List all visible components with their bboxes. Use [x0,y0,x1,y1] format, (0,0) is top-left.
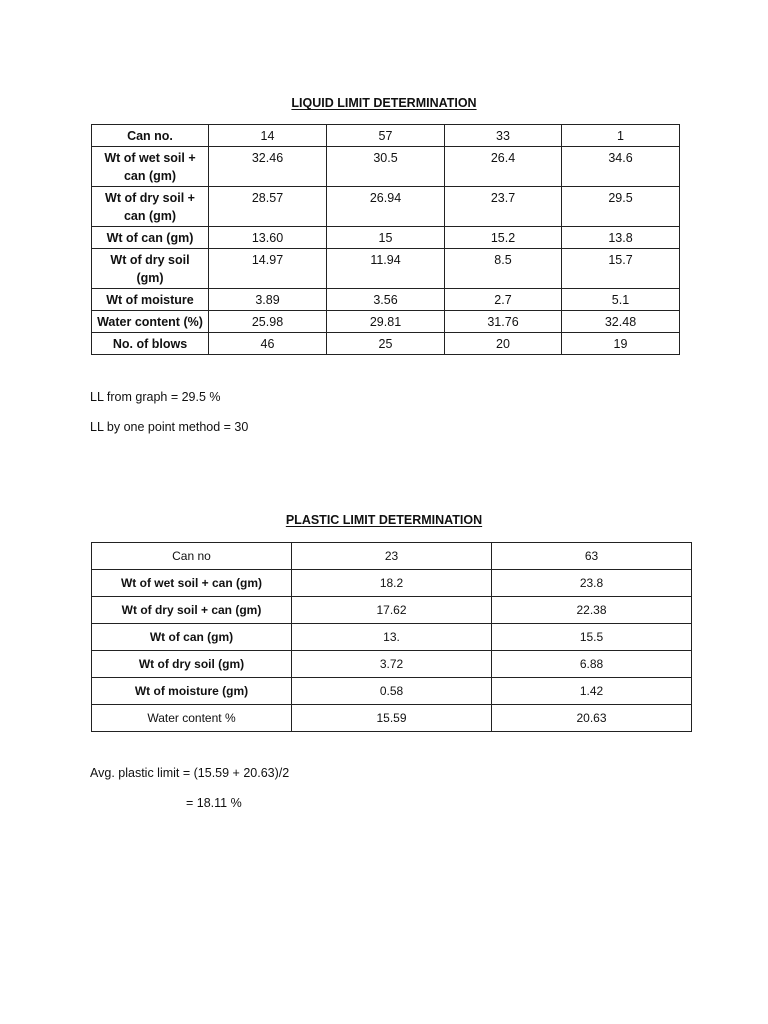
table-row [92,678,692,705]
table-cell: 63 [492,543,692,570]
table-row [92,624,692,651]
ll-one-point-method: LL by one point method = 30 [90,420,249,434]
row-label: Wt of dry soil (gm) [92,651,292,678]
plastic-limit-table [91,542,692,732]
table-cell: 6.88 [492,651,692,678]
table-cell: 11.94 [327,249,445,289]
avg-plastic-limit: Avg. plastic limit = (15.59 + 20.63)/2 [90,766,290,780]
table-row [92,187,680,227]
row-label: Can no [92,543,292,570]
table-row [92,125,680,147]
table-cell: 23.7 [445,187,562,227]
table-row [92,311,680,333]
row-label: Wt of dry soil + can (gm) [92,597,292,624]
table-cell: 23.8 [492,570,692,597]
table-cell: 57 [327,125,445,147]
row-label: Water content % [92,705,292,732]
table-row [92,570,692,597]
table-row [92,543,692,570]
table-cell: 20 [445,333,562,355]
table-cell: 31.76 [445,311,562,333]
table-cell: 28.57 [209,187,327,227]
table-cell: 20.63 [492,705,692,732]
table-cell: 25.98 [209,311,327,333]
row-label: Water content (%) [92,311,209,333]
table-cell: 17.62 [292,597,492,624]
table-cell: 13.60 [209,227,327,249]
table-cell: 25 [327,333,445,355]
table-cell: 3.72 [292,651,492,678]
table-cell: 0.58 [292,678,492,705]
table-row [92,289,680,311]
table-cell: 34.6 [562,147,680,187]
table-cell: 30.5 [327,147,445,187]
table-cell: 3.89 [209,289,327,311]
table-cell: 23 [292,543,492,570]
table-cell: 18.2 [292,570,492,597]
plastic-limit-result: = 18.11 % [186,796,242,810]
ll-from-graph: LL from graph = 29.5 % [90,390,221,404]
row-label: Wt of wet soil + can (gm) [92,147,209,187]
plastic-limit-title: PLASTIC LIMIT DETERMINATION [285,513,483,527]
row-label: Wt of dry soil (gm) [92,249,209,289]
table-cell: 2.7 [445,289,562,311]
table-cell: 13.8 [562,227,680,249]
table-cell: 26.94 [327,187,445,227]
liquid-limit-table [91,124,680,355]
table-cell: 15.7 [562,249,680,289]
row-label: Wt of can (gm) [92,227,209,249]
table-cell: 1.42 [492,678,692,705]
table-cell: 33 [445,125,562,147]
table-cell: 1 [562,125,680,147]
row-label: Wt of can (gm) [92,624,292,651]
table-row [92,705,692,732]
table-cell: 26.4 [445,147,562,187]
table-cell: 15 [327,227,445,249]
table-cell: 46 [209,333,327,355]
table-cell: 14 [209,125,327,147]
liquid-limit-title: LIQUID LIMIT DETERMINATION [291,96,477,110]
table-cell: 15.2 [445,227,562,249]
row-label: Wt of wet soil + can (gm) [92,570,292,597]
table-cell: 32.46 [209,147,327,187]
table-cell: 14.97 [209,249,327,289]
row-label: Can no. [92,125,209,147]
table-row [92,333,680,355]
row-label: Wt of dry soil + can (gm) [92,187,209,227]
table-cell: 13. [292,624,492,651]
table-row [92,651,692,678]
table-cell: 3.56 [327,289,445,311]
row-label: No. of blows [92,333,209,355]
table-cell: 22.38 [492,597,692,624]
table-cell: 32.48 [562,311,680,333]
table-row [92,227,680,249]
table-row [92,147,680,187]
table-cell: 15.5 [492,624,692,651]
row-label: Wt of moisture [92,289,209,311]
table-row [92,249,680,289]
table-cell: 29.81 [327,311,445,333]
row-label: Wt of moisture (gm) [92,678,292,705]
table-cell: 29.5 [562,187,680,227]
table-cell: 5.1 [562,289,680,311]
table-row [92,597,692,624]
table-cell: 15.59 [292,705,492,732]
table-cell: 19 [562,333,680,355]
table-cell: 8.5 [445,249,562,289]
